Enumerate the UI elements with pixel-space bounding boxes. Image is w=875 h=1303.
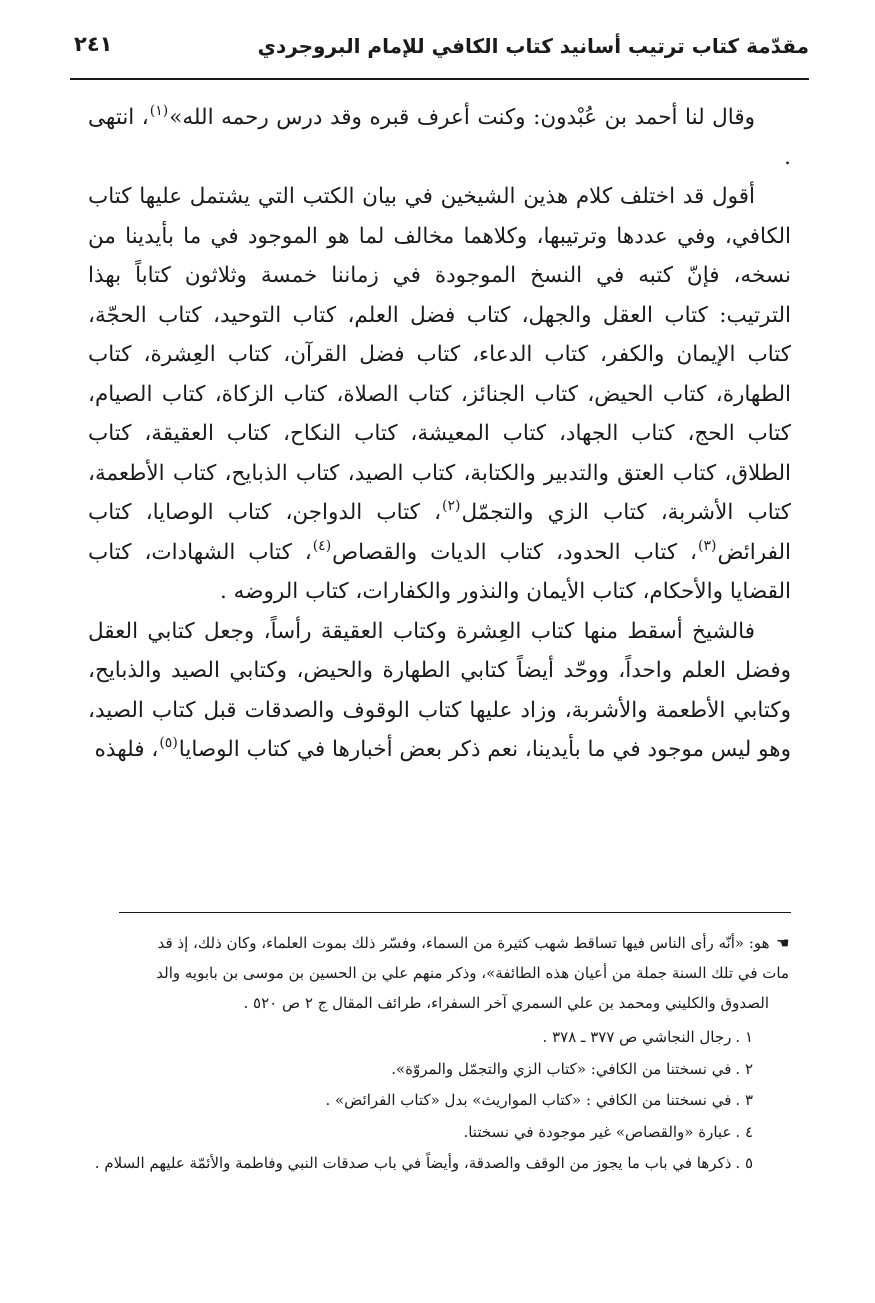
footnotes xyxy=(94,928,789,1180)
paragraph-3-text: فالشيخ أسقط منها كتاب العِشرة وكتاب العقيقة رأساً، وجعل كتابي العقل وفضل العلم واحداً، ووحّد أيضاً كتابي الطهارة والحيض، وكتابي الصيد والذبايح، وكتابي الأطعمة والأشربة، وزاد عليها كتاب الوقوف والصدقات قبل كتاب الصيد، وهو ليس موجود في ما بأيدينا، نعم ذكر بعض أخبارها في كتاب الوصايا xyxy=(88,618,791,762)
footnote-ref-5: (٥) xyxy=(159,735,178,751)
paragraph-2-text-b: ، كتاب الدواجن، كتاب الوصايا، كتاب الفرائض xyxy=(88,500,791,565)
footnote-number: ١ . xyxy=(735,1028,753,1046)
footnote-number: ٣ . xyxy=(735,1091,753,1109)
footnote-1 xyxy=(98,1022,789,1054)
paragraph-2 xyxy=(88,177,791,612)
footnote-ref-1: (١) xyxy=(149,103,169,119)
footnote-ref-2: (٢) xyxy=(442,498,461,514)
footnote-text: رجال النجاشي ص ٣٧٧ ـ ٣٧٨ . xyxy=(542,1028,732,1046)
footnote-continuation-line-1: ☛هو: «أنّه رأى الناس فيها تساقط شهب كثيرة من السماء، وفسّر ذلك بموت العلماء، وكان ذلك، إذ قد xyxy=(98,928,789,958)
footnote-4 xyxy=(98,1117,789,1149)
paragraph-1-tail: ، انتهى . xyxy=(88,105,791,170)
footnote-number: ٢ . xyxy=(735,1059,753,1078)
paragraph-1 xyxy=(88,98,791,177)
paragraph-3 xyxy=(88,612,791,770)
footnote-list xyxy=(94,1022,789,1180)
paragraph-1-text: وقال لنا أحمد بن عُبْدون: وكنت أعرف قبره وقد درس رحمه الله» xyxy=(169,105,755,130)
footnote-number: ٥ . xyxy=(735,1154,753,1172)
footnote-divider xyxy=(119,912,791,913)
header-divider xyxy=(70,78,809,80)
footnote-continuation-line-3: الصدوق والكليني ومحمد بن علي السمري آخر السفراء، طرائف المقال ج ٢ ص ٥٢٠ . xyxy=(243,994,769,1012)
paragraph-2-text-d: ، كتاب الشهادات، كتاب القضايا والأحكام، كتاب الأيمان والنذور والكفارات، كتاب الروضه . xyxy=(88,539,791,604)
footnote-continuation-line-2: مات في تلك السنة جملة من أعيان هذه الطائفة»، وذكر منهم علي بن الحسين بن موسى بن بابويه والد xyxy=(156,964,789,982)
footnote-5 xyxy=(94,1148,789,1180)
paragraph-2-text-a: أقول قد اختلف كلام هذين الشيخين في بيان الكتب التي يشتمل عليها كتاب الكافي، وفي عددها وترتيبها، وكلاهما مخالف لما هو الموجود في ما بأيدينا من نسخه، فإنّ كتبه في النسخ الموجودة في زماننا خمسة وثلاثون كتاباً بهذا الترتيب: كتاب العقل والجهل، كتاب فضل العلم، كتاب التوحيد، كتاب الحجّة، كتاب الإيمان والكفر، كتاب الدعاء، كتاب فضل القرآن، كتاب العِشرة، كتاب الطهارة، كتاب الحيض، كتاب الجنائز، كتاب الصلاة، كتاب الزكاة، كتاب الصيام، كتاب الحج، كتاب الجهاد، كتاب المعيشة، كتاب النكاح، كتاب العقيقة، كتاب الطلاق، كتاب العتق والتدبير والكتابة، كتاب الصيد، كتاب الذبايح، كتاب الأطعمة، كتاب الأشربة، كتاب الزي والتجمّل xyxy=(88,184,791,525)
header-title: مقدّمة كتاب ترتيب أسانيد كتاب الكافي للإمام البروجردي xyxy=(257,34,809,58)
footnote-number: ٤ . xyxy=(735,1122,753,1141)
page-number: ٢٤١ xyxy=(74,32,113,56)
footnote-ref-4: (٤) xyxy=(312,537,332,554)
pointing-hand-icon: ☛ xyxy=(775,934,789,952)
main-text xyxy=(88,98,791,770)
footnote-text: عبارة «والقصاص» غير موجودة في نسختنا. xyxy=(463,1122,732,1141)
paragraph-2-text-c: ، كتاب الحدود، كتاب الديات والقصاص xyxy=(332,539,697,565)
footnote-text: في نسختنا من الكافي : «كتاب المواريث» بدل «كتاب الفرائض» . xyxy=(325,1091,732,1109)
footnote-text: في نسختنا من الكافي: «كتاب الزي والتجمّل والمروّة». xyxy=(391,1059,732,1078)
paragraph-3-tail: ، فلهذه xyxy=(94,737,159,762)
footnote-continuation xyxy=(98,928,789,1018)
footnote-3 xyxy=(98,1085,789,1117)
footnote-2 xyxy=(98,1054,789,1086)
running-header xyxy=(70,30,809,72)
footnote-ref-3: (٣) xyxy=(697,537,717,554)
footnote-text: ذكرها في باب ما يجوز من الوقف والصدقة، وأيضاً في باب صدقات النبي وفاطمة والأئمّة عليهم السلام . xyxy=(94,1154,732,1172)
